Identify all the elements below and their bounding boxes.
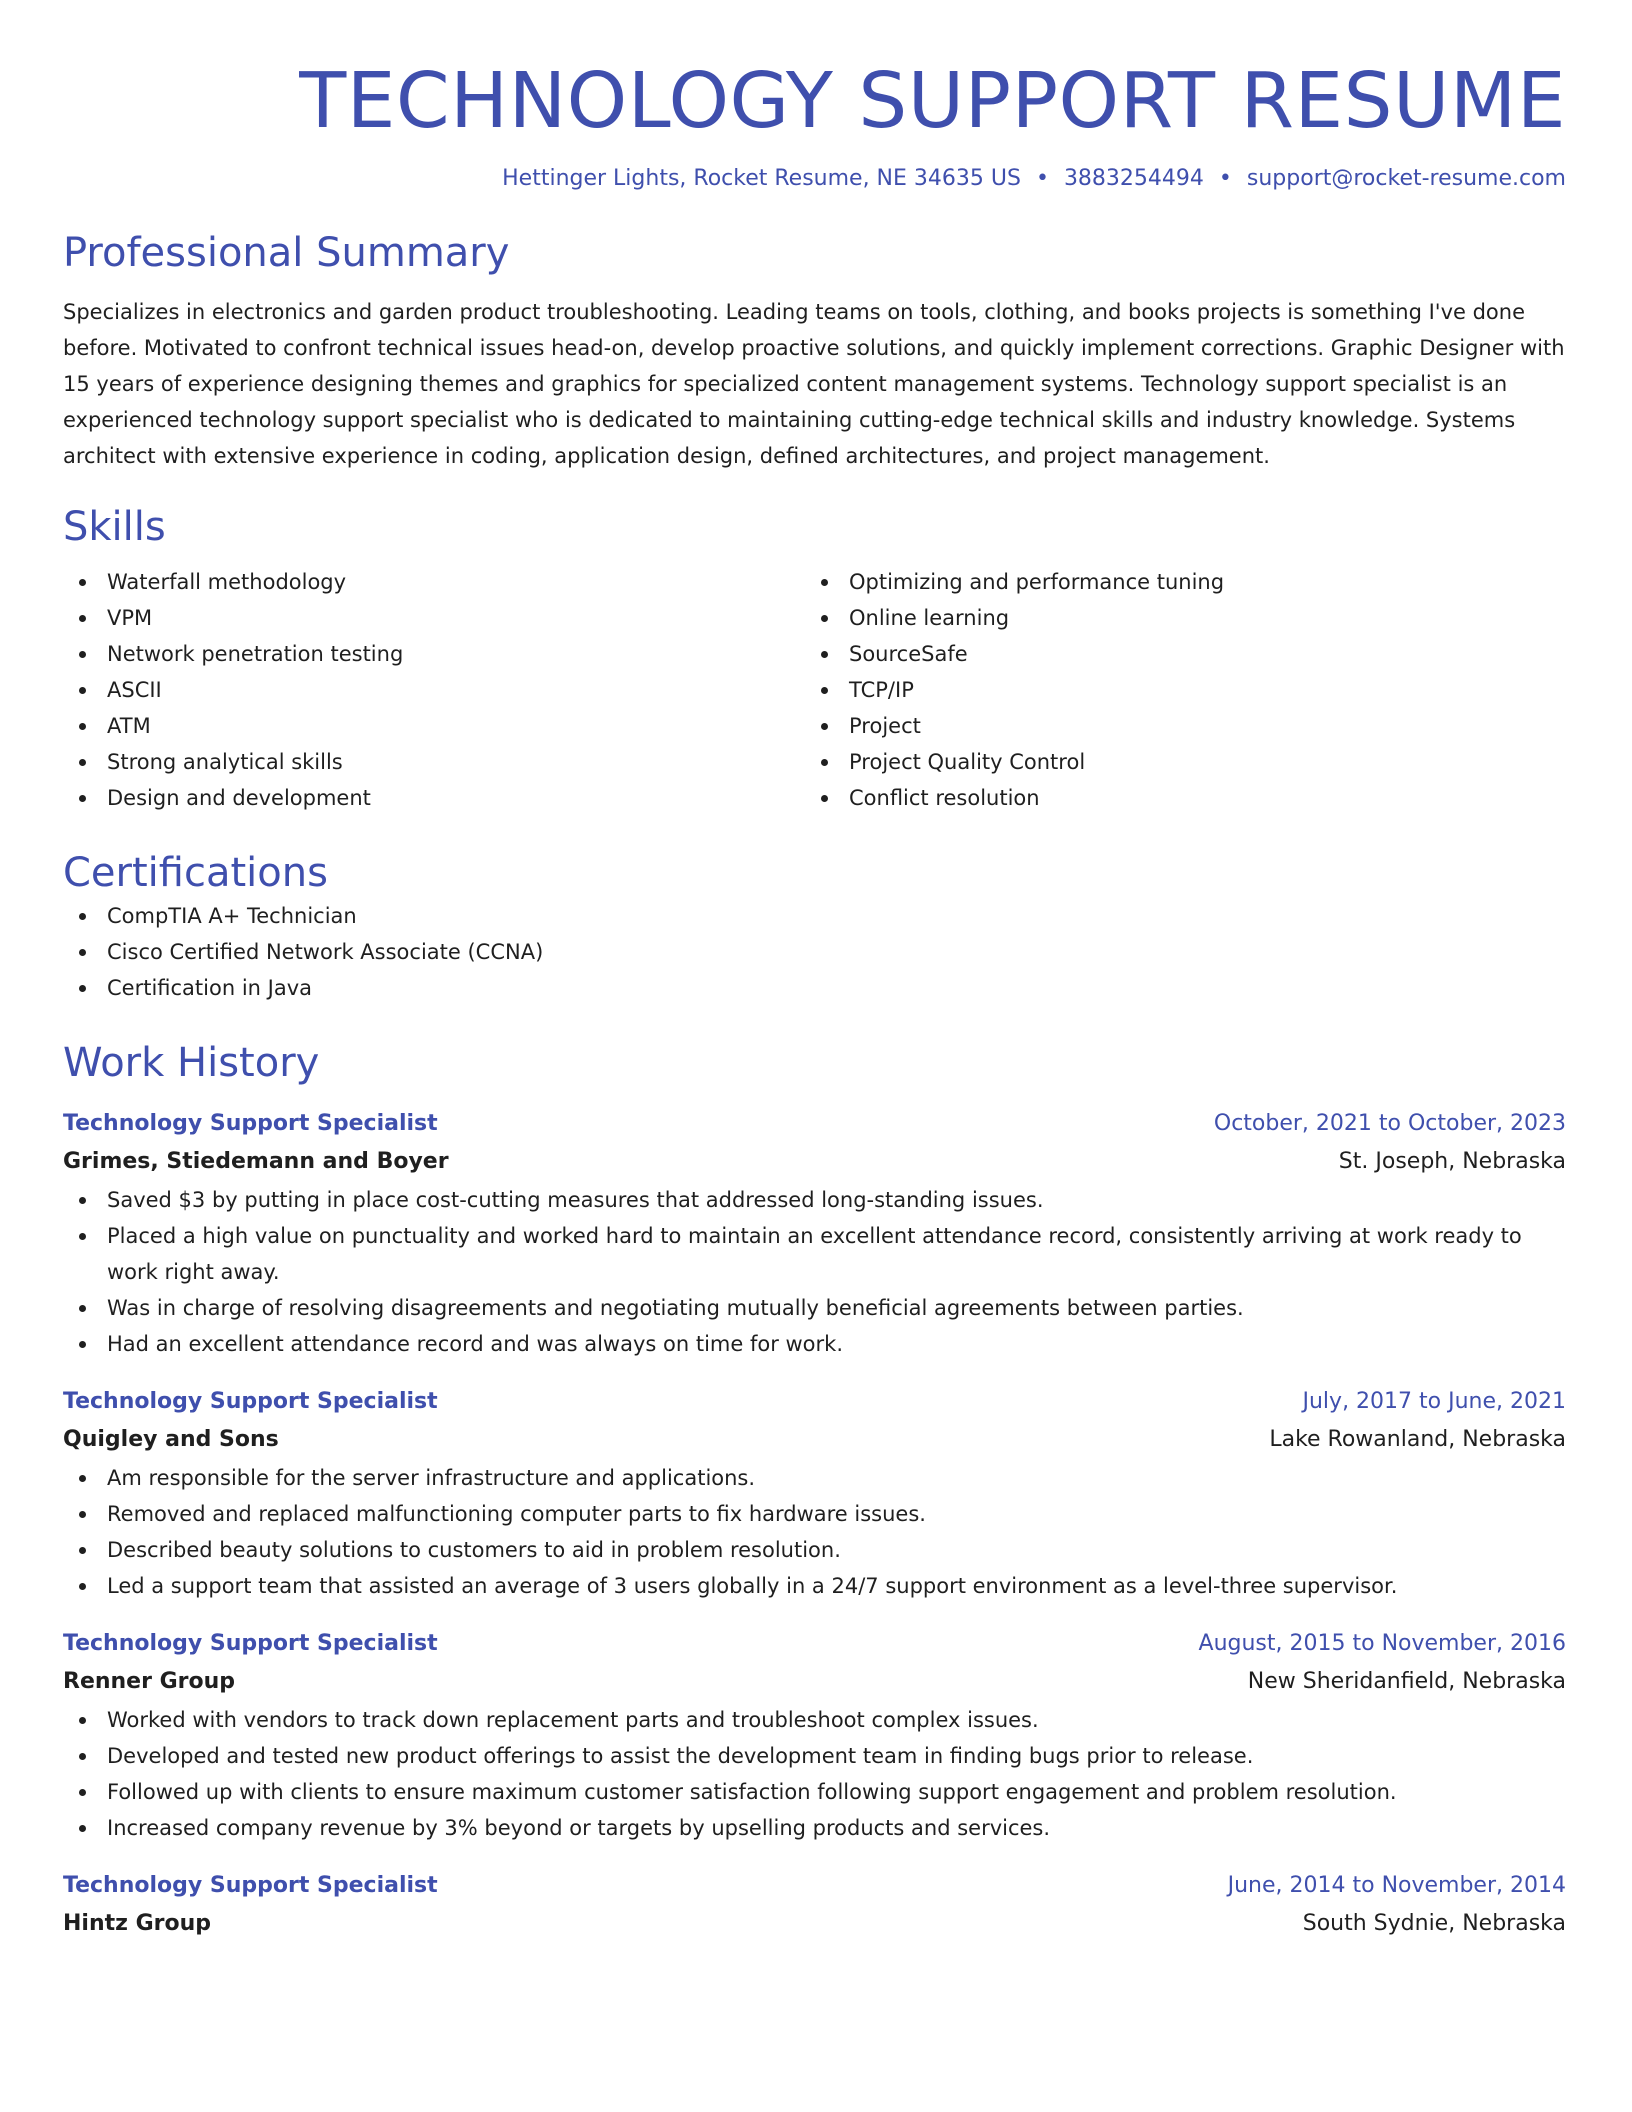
contact-separator: • (1218, 166, 1232, 191)
skill-item: Waterfall methodology (63, 564, 805, 600)
job-location: South Sydnie, Nebraska (1302, 1911, 1566, 1936)
job-entry (63, 1384, 1566, 1604)
work-history-heading: Work History (63, 1040, 320, 1086)
skill-item: Network penetration testing (63, 636, 805, 672)
job-dates: July, 2017 to June, 2021 (1302, 1389, 1566, 1414)
job-company: Quigley and Sons (63, 1427, 279, 1452)
job-bullets (63, 1702, 1566, 1846)
contact-address: Hettinger Lights, Rocket Resume, NE 34635 US (502, 166, 1021, 191)
contact-line (63, 164, 1566, 194)
contact-phone: 3883254494 (1063, 166, 1204, 191)
skills-grid (63, 564, 1566, 816)
skill-item: Conflict resolution (805, 780, 1547, 816)
job-title: Technology Support Specialist (63, 1389, 438, 1414)
job-bullet: Am responsible for the server infrastructure and applications. (63, 1460, 1566, 1496)
job-entry (63, 1106, 1566, 1362)
skill-item: SourceSafe (805, 636, 1547, 672)
skill-item: Online learning (805, 600, 1547, 636)
resume-page (63, 0, 1566, 1944)
job-bullet: Developed and tested new product offerings to assist the development team in finding bugs prior to release. (63, 1738, 1566, 1774)
skills-column-left (63, 564, 805, 816)
job-bullet: Led a support team that assisted an average of 3 users globally in a 24/7 support environment as a level-three supervisor. (63, 1568, 1566, 1604)
contact-separator: • (1035, 166, 1049, 191)
job-bullet: Followed up with clients to ensure maximum customer satisfaction following support engagement and problem resolution. (63, 1774, 1566, 1810)
job-bullet: Increased company revenue by 3% beyond or targets by upselling products and services. (63, 1810, 1566, 1846)
job-dates: October, 2021 to October, 2023 (1213, 1111, 1566, 1136)
summary-heading: Professional Summary (63, 230, 510, 276)
job-bullet: Worked with vendors to track down replacement parts and troubleshoot complex issues. (63, 1702, 1566, 1738)
job-bullet: Had an excellent attendance record and was always on time for work. (63, 1326, 1566, 1362)
skills-column-right (805, 564, 1547, 816)
job-bullet: Removed and replaced malfunctioning computer parts to fix hardware issues. (63, 1496, 1566, 1532)
job-bullets (63, 1182, 1566, 1362)
job-bullet: Saved $3 by putting in place cost-cutting measures that addressed long-standing issues. (63, 1182, 1566, 1218)
skill-item: VPM (63, 600, 805, 636)
certification-item: Cisco Certified Network Associate (CCNA) (63, 934, 1566, 970)
job-bullet: Placed a high value on punctuality and worked hard to maintain an excellent attendance record, consistently arriving at work ready to work right away. (63, 1218, 1566, 1290)
skill-item: ATM (63, 708, 805, 744)
skill-item: Project (805, 708, 1547, 744)
skill-item: Project Quality Control (805, 744, 1547, 780)
job-entry (63, 1626, 1566, 1846)
job-location: Lake Rowanland, Nebraska (1269, 1427, 1566, 1452)
skill-item: ASCII (63, 672, 805, 708)
skill-item: Optimizing and performance tuning (805, 564, 1547, 600)
certification-item: Certification in Java (63, 970, 1566, 1006)
job-company: Grimes, Stiedemann and Boyer (63, 1149, 449, 1174)
job-bullet: Described beauty solutions to customers to aid in problem resolution. (63, 1532, 1566, 1568)
job-location: New Sheridanfield, Nebraska (1247, 1669, 1566, 1694)
contact-email[interactable]: support@rocket-resume.com (1246, 166, 1566, 191)
job-bullet: Was in charge of resolving disagreements and negotiating mutually beneficial agreements between parties. (63, 1290, 1566, 1326)
certification-item: CompTIA A+ Technician (63, 898, 1566, 934)
resume-title: TECHNOLOGY SUPPORT RESUME (299, 57, 1566, 146)
summary-text: Specializes in electronics and garden product troubleshooting. Leading teams on tools, clothing, and books projects is something I've done before. Motivated to confront technical issues head-on, develop proactive solutions, and quickly implement corrections. Graphic Designer with 15 years of experience designing themes and graphics for specialized content management systems. Technology support specialist is an experienced technology support specialist who is dedicated to maintaining cutting-edge technical skills and industry knowledge. Systems architect with extensive experience in coding, application design, defined architectures, and project management. (63, 300, 1565, 468)
skill-item: Design and development (63, 780, 805, 816)
skill-item: Strong analytical skills (63, 744, 805, 780)
job-title: Technology Support Specialist (63, 1873, 438, 1898)
skill-item: TCP/IP (805, 672, 1547, 708)
job-location: St. Joseph, Nebraska (1338, 1149, 1566, 1174)
job-bullets (63, 1460, 1566, 1604)
job-title: Technology Support Specialist (63, 1111, 438, 1136)
job-title: Technology Support Specialist (63, 1631, 438, 1656)
job-company: Renner Group (63, 1669, 236, 1694)
certifications-list (63, 898, 1566, 1006)
job-dates: June, 2014 to November, 2014 (1227, 1873, 1566, 1898)
job-company: Hintz Group (63, 1911, 212, 1936)
certifications-heading: Certifications (63, 850, 328, 896)
job-dates: August, 2015 to November, 2016 (1198, 1631, 1566, 1656)
skills-heading: Skills (63, 504, 166, 550)
job-entry (63, 1868, 1566, 1944)
